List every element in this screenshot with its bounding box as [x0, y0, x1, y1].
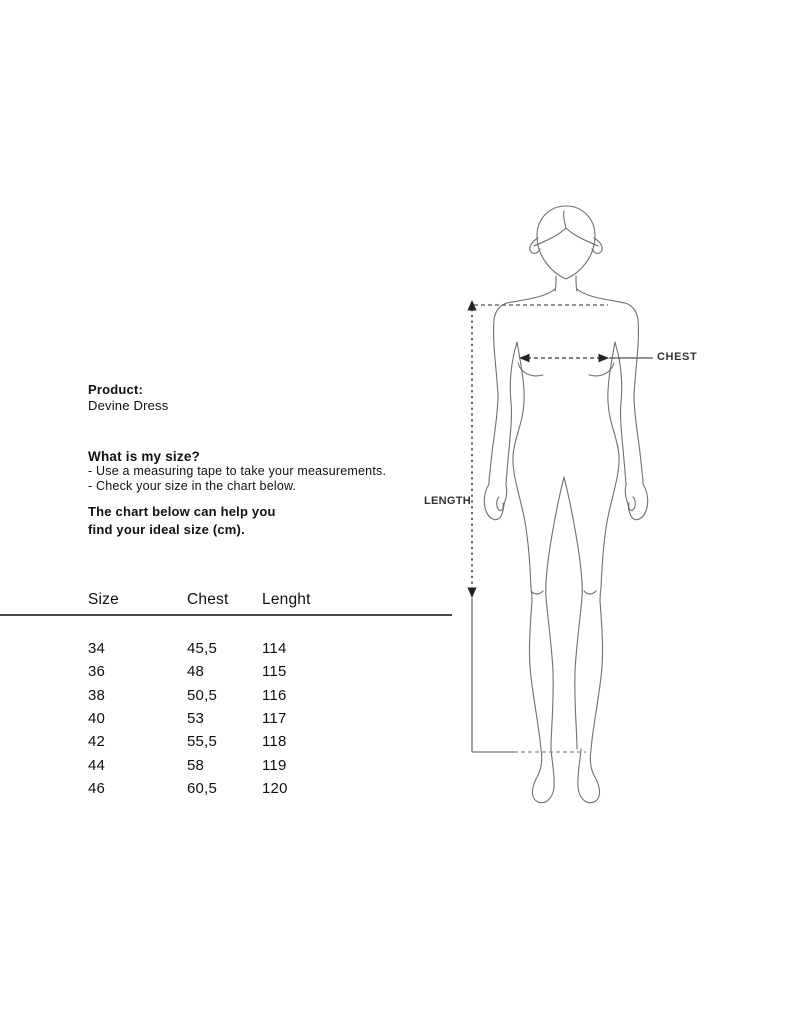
chest-arrow-right-icon: [599, 354, 610, 363]
knee-mark-left: [531, 591, 543, 594]
cell-size: 40: [88, 710, 106, 728]
arm-right-inner: [615, 342, 626, 485]
hair-line: [534, 228, 598, 246]
instruction-line: - Check your size in the chart below.: [88, 478, 297, 493]
cell-chest: 58: [187, 756, 205, 774]
cell-chest: 45,5: [187, 640, 217, 658]
length-arrow-down-icon: [467, 588, 476, 599]
hair-part-line: [564, 211, 566, 228]
chart-note-line: find your ideal size (cm).: [88, 521, 245, 537]
cell-length: 119: [262, 756, 287, 774]
cell-length: 120: [262, 779, 288, 797]
column-header-chest: Chest: [187, 591, 229, 608]
size-help-heading: What is my size?: [88, 449, 200, 464]
cell-chest: 50,5: [187, 686, 217, 704]
cell-chest: 53: [187, 710, 205, 728]
foot-left: [532, 749, 554, 803]
cell-size: 38: [88, 686, 106, 704]
column-header-length: Lenght: [262, 591, 311, 608]
chart-note-line: The chart below can help you: [88, 504, 276, 519]
chest-measure-label: CHEST: [657, 351, 698, 363]
cell-length: 117: [262, 710, 287, 728]
torso-leg-right-outer: [591, 342, 619, 750]
cell-size: 34: [88, 640, 106, 658]
cell-chest: 60,5: [187, 779, 217, 797]
cell-length: 115: [262, 663, 287, 681]
arm-left-outer: [489, 303, 507, 484]
column-header-size: Size: [88, 591, 119, 608]
cell-size: 42: [88, 733, 106, 751]
instruction-line: - Use a measuring tape to take your measurements.: [88, 464, 387, 478]
cell-size: 36: [88, 663, 106, 681]
chest-measure: [519, 354, 653, 363]
product-label: Product:: [88, 382, 144, 397]
hand-left: [484, 484, 506, 520]
length-measure: [467, 300, 608, 752]
hand-right: [625, 484, 647, 520]
length-measure-label: LENGTH: [424, 495, 472, 507]
product-name: Devine Dress: [88, 398, 169, 413]
arm-right-outer: [625, 303, 643, 484]
croquis-figure: [484, 206, 647, 803]
trapezius-right: [577, 289, 625, 303]
torso-leg-left-outer: [513, 342, 541, 750]
cell-chest: 48: [187, 663, 205, 681]
thumb-right: [629, 497, 636, 511]
thumb-left: [497, 497, 504, 511]
head-outline: [537, 206, 595, 279]
knee-mark-right: [584, 591, 596, 594]
arm-left-inner: [506, 342, 517, 485]
leg-left-inner: [546, 477, 564, 749]
cell-length: 114: [262, 640, 287, 658]
leg-right-inner: [564, 477, 582, 749]
cell-size: 44: [88, 756, 106, 774]
trapezius-left: [507, 289, 555, 303]
cell-length: 118: [262, 733, 287, 751]
foot-right: [578, 749, 600, 803]
cell-size: 46: [88, 779, 106, 797]
cell-chest: 55,5: [187, 733, 217, 751]
cell-length: 116: [262, 686, 287, 704]
